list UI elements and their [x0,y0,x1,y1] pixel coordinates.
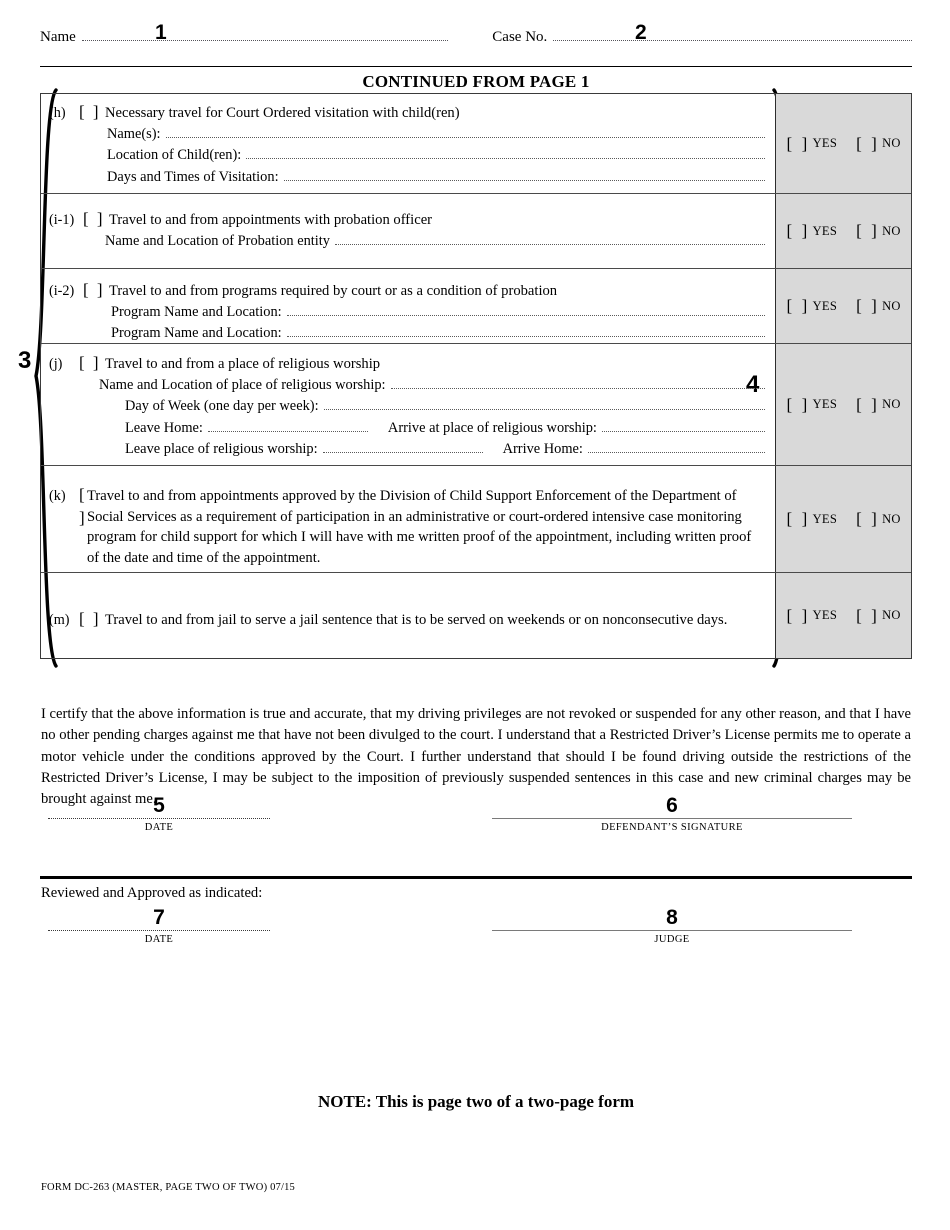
field-input-line[interactable] [588,439,765,453]
condition-heading [49,279,765,302]
callout-marker-5: 5 [153,794,165,817]
field-row [49,167,765,189]
table-row [41,194,911,269]
defendant-date-caption: DATE [144,822,174,833]
field-input-line[interactable] [602,418,765,432]
field-label: Arrive at place of religious worship: [387,419,597,436]
condition-text-h: Necessary travel for Court Ordered visitation with child(ren) [105,105,460,121]
no-checkbox[interactable]: [ ] [856,296,878,315]
field-input-line[interactable] [287,323,766,337]
condition-text-m: Travel to and from jail to serve a jail sentence that is to be served on weekends or on nonconsecutive days. [105,612,728,628]
form-header [40,26,912,54]
checkbox-i2[interactable]: [ ] [83,280,105,299]
field-label: Arrive Home: [502,441,583,458]
field-label: Leave Home: [125,419,203,436]
yes-label: YES [812,298,838,313]
condition-heading [49,608,765,631]
callout-marker-1: 1 [155,21,167,44]
checkbox-m[interactable]: [ ] [79,609,101,628]
condition-heading [49,352,765,375]
field-label: Name and Location of Probation entity [105,232,330,249]
callout-marker-6: 6 [666,794,678,817]
yes-no-cell [775,94,911,193]
condition-text-j: Travel to and from a place of religious worship [105,356,381,372]
item-tag-m: (m) [49,612,70,628]
field-label: Day of Week (one day per week): [125,398,319,415]
field-input-line[interactable] [208,418,368,432]
defendant-signature-block [492,794,852,833]
field-row [49,124,765,146]
field-row [49,396,765,418]
judge-signature-block [492,906,852,945]
field-row-pair [49,439,765,461]
yes-checkbox[interactable]: [ ] [786,133,808,153]
item-tag-i1: (i-1) [49,212,75,228]
condition-heading [49,484,765,569]
field-label: Leave place of religious worship: [125,441,318,458]
checkbox-j[interactable]: [ ] [79,353,101,372]
condition-text-i1: Travel to and from appointments with probation officer [109,212,433,228]
yes-no-cell [775,466,911,572]
judge-date-block [48,906,270,945]
callout-marker-4: 4 [746,371,760,398]
yes-no-cell [775,194,911,268]
condition-cell-k [41,466,775,572]
field-input-line[interactable] [391,375,766,389]
yes-label: YES [812,136,838,150]
no-label: NO [882,511,901,526]
condition-heading [49,101,765,124]
judge-date-caption: DATE [144,934,174,945]
field-row [49,145,765,167]
field-row [49,323,765,345]
judge-signature-row [40,906,912,978]
field-input-line[interactable] [287,302,766,316]
table-row [41,269,911,344]
table-row [41,573,911,658]
condition-cell-m [41,573,775,658]
reviewed-approved-label: Reviewed and Approved as indicated: [41,885,263,901]
case-number-label: Case No. [492,29,548,45]
field-label: Name(s): [107,125,161,142]
yes-checkbox[interactable]: [ ] [786,605,808,625]
condition-cell-j [41,344,775,465]
defendant-date-block [48,794,270,833]
name-input-line[interactable] [82,26,448,41]
field-row-pair [49,418,765,440]
field-input-line[interactable] [324,396,766,410]
field-input-line[interactable] [246,145,765,159]
item-tag-i2: (i-2) [49,283,75,299]
condition-cell-i2 [41,269,775,343]
yes-label: YES [812,511,838,526]
condition-heading [49,208,765,231]
yes-checkbox[interactable]: [ ] [786,394,808,414]
no-checkbox[interactable]: [ ] [856,133,878,153]
field-label: Program Name and Location: [111,303,282,320]
table-row [41,344,911,466]
table-row [41,94,911,194]
checkbox-h[interactable]: [ ] [79,102,101,121]
conditions-table [40,93,912,659]
checkbox-i1[interactable]: [ ] [83,209,105,228]
field-input-line[interactable] [323,439,483,453]
yes-label: YES [812,397,838,411]
form-footer: FORM DC-263 (MASTER, PAGE TWO OF TWO) 07/15 [41,1182,296,1193]
yes-no-cell [775,269,911,343]
yes-no-cell [775,573,911,658]
yes-label: YES [812,223,838,238]
defendant-signature-row [40,794,912,866]
no-checkbox[interactable]: [ ] [856,605,878,625]
yes-checkbox[interactable]: [ ] [786,296,808,315]
field-row [49,231,765,253]
yes-checkbox[interactable]: [ ] [786,509,808,528]
yes-no-cell [775,344,911,465]
no-label: NO [882,397,901,411]
certification-paragraph: I certify that the above information is true and accurate, that my driving privileges are not revoked or suspended for any other reason, and that I have no other pending charges against me that have not been divulged to the court. I understand that a Restricted Driver’s License permits me to operate a motor vehicle under the conditions approved by the Court. I further understand that should I be found driving outside the restrictions of the Restricted Driver’s License, I may be subject to the imposition of previously suspended sentences in this case and new criminal charges may be brought against me. [41,706,911,808]
page-note: NOTE: This is page two of a two-page form [317,1092,635,1111]
page-title: CONTINUED FROM PAGE 1 [362,72,590,91]
defendant-signature-caption: DEFENDANT’S SIGNATURE [601,822,743,833]
field-row [49,302,765,324]
field-input-line[interactable] [166,124,766,138]
section-divider-thick [40,876,912,879]
condition-cell-i1 [41,194,775,268]
condition-text-k: Travel to and from appointments approved by the Division of Child Support Enforcement of the Department of Social Services as a requirement of participation in an administrative or court-ordered intensive case monitoring program for child support for which I will have with me written proof of the appointment, including written proof of the date and time of the appointment. [86,488,752,567]
judge-signature-caption: JUDGE [654,934,690,945]
condition-cell-h [41,94,775,193]
item-tag-h: (h) [49,105,66,121]
no-label: NO [882,136,901,150]
case-number-field-group [492,26,912,46]
field-input-line[interactable] [335,231,765,245]
callout-marker-8: 8 [666,906,678,929]
no-checkbox[interactable]: [ ] [856,394,878,414]
no-label: NO [882,298,901,313]
no-label: NO [882,223,901,238]
checkbox-k[interactable]: [ ] [79,485,87,527]
no-checkbox[interactable]: [ ] [856,509,878,528]
callout-marker-3: 3 [18,347,32,374]
field-row [49,371,765,398]
item-tag-k: (k) [49,488,66,504]
name-label: Name [40,29,76,45]
field-label: Location of Child(ren): [107,147,242,164]
no-checkbox[interactable]: [ ] [856,221,878,240]
field-label: Days and Times of Visitation: [107,168,279,185]
field-input-line[interactable] [284,167,766,181]
condition-text-i2: Travel to and from programs required by court or as a condition of probation [109,283,558,299]
case-number-input-line[interactable] [553,26,912,41]
no-label: NO [882,608,901,622]
header-divider-rule [40,66,912,67]
yes-label: YES [812,608,838,622]
callout-marker-2: 2 [635,21,647,44]
callout-marker-7: 7 [153,906,165,929]
yes-checkbox[interactable]: [ ] [786,221,808,240]
field-label: Program Name and Location: [111,325,282,342]
table-row [41,466,911,573]
field-label: Name and Location of place of religious worship: [99,376,386,393]
name-field-group [40,26,448,46]
item-tag-j: (j) [49,356,63,372]
